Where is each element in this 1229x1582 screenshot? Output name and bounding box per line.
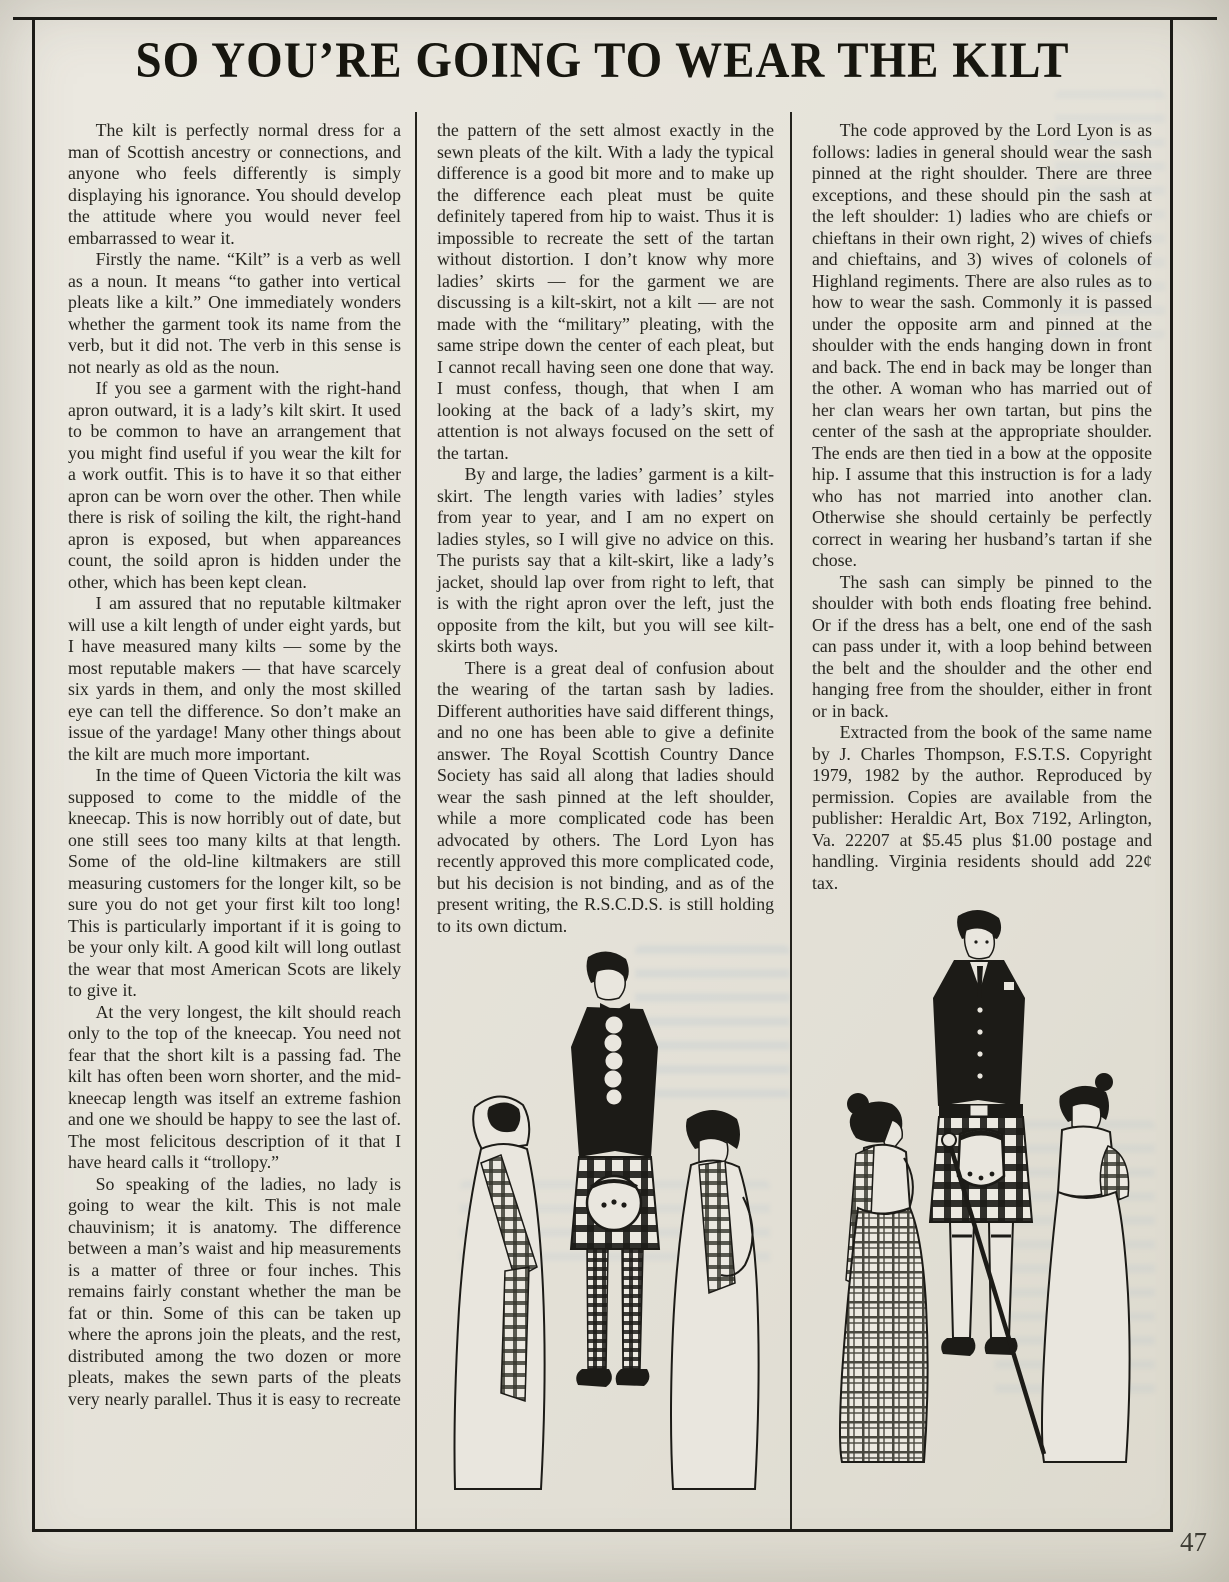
man-evening-kilt — [571, 951, 659, 1387]
body-paragraph: The kilt is perfectly normal dress for a man of Scottish ancestry or connections, and anyone who feels differently is simply displaying his ignorance. You should develop the attitude where you would never feel embarrassed to wear it. — [68, 120, 401, 248]
body-paragraph: Firstly the name. “Kilt” is a verb as well as a noun. It means “to gather into vertical pleats like a kilt.” One immediately wonders whether the garment took its name from the verb, but it did not. The verb in this sense is not nearly as old as the noun. — [68, 249, 401, 377]
body-paragraph: The code approved by the Lord Lyon is as follows: ladies in general should wear the sash pinned at the right shoulder. There are three exceptions, and these should pin the sash at the left shoulder: 1) ladies who are chiefs or chieftans in their own right, 2) wives of chiefs and chieftains, and 3) wives of colonels of Highland regiments. There are also rules as to how to wear the sash. Commonly it is passed under the opposite arm and pinned at the shoulder with the ends hanging down in front and back. The end in back may be longer than the other. A woman who has married out of her clan wears her own tartan, but pins the center of the sash at the appropriate shoulder. The ends are then tied in a bow at the opposite hip. I assume that this instruction is for a lady who has not married into another clan. Otherwise she should certainly be perfectly correct in wearing her husband’s tartan if she chose. — [812, 120, 1152, 570]
body-paragraph: If you see a garment with the right-hand apron outward, it is a lady’s kilt skirt. It used to be common to have an arrangement that you might find useful if you wear the kilt for a work outfit. This is to have it so that either apron can be worn over the other. Then while there is risk of soiling the kilt, the right-hand apron is exposed, but when appareances count, the soild apron is hidden under the other, which has been kept clean. — [68, 378, 401, 592]
article-column-3 — [792, 112, 1170, 1529]
body-paragraph: So speaking of the ladies, no lady is going to wear the kilt. This is not male chauvinism; it is anatomy. The difference between a man’s waist and hip measurements is a matter of three or four inches. This remains fairly constant whether the man be fat or thin. Some of this can be taken up where the aprons join the pleats, and the rest, distributed among the two dozen or more pleats, makes the sewn parts of the pleats very nearly parallel. Thus it is easy to recreate — [68, 1173, 401, 1409]
border-rule-extension — [13, 17, 32, 20]
body-paragraph: By and large, the ladies’ garment is a kilt-skirt. The length varies with ladies’ styles from year to year, and I am no expert on ladies styles, so I will give no advice on this. The purists say that a kilt-skirt, like a lady’s jacket, should lap over from right to left, that is with the right apron over the left, just the opposite from the kilt, but you will see kilt-skirts both ways. — [437, 464, 774, 656]
illustration-evening-kilt-group — [437, 949, 774, 1499]
lady-evening-left — [455, 1096, 545, 1489]
body-paragraph: There is a great deal of confusion about the wearing of the tartan sash by ladies. Different authorities have said different things, and no one has been able to give a definite answer. The Royal Scottish Country Dance Society has said all along that ladies should wear the sash pinned at the left shoulder, while a more complicated code has been advocated by others. The Lord Lyon has recently approved this more complicated code, but his decision is not binding, and as of the present writing, the R.S.C.D.S. is still holding to its own dictum. — [437, 657, 774, 936]
article-column-1 — [35, 112, 417, 1529]
lady-evening-right — [671, 1110, 759, 1489]
article-frame — [32, 17, 1173, 1532]
body-paragraph: In the time of Queen Victoria the kilt was supposed to come to the middle of the kneecap. This is now horribly out of date, but one still sees too many kilts at that length. Some of the old-line kiltmakers are still measuring customers for the longer kilt, so be sure you do not get your first kilt too long! This is particularly important if it is going to be your only kilt. A good kilt will long outlast the wear that most American Scots are likely to give it. — [68, 765, 401, 1000]
illustration-day-kilt-group — [812, 906, 1152, 1471]
page-title: SO YOU’RE GOING TO WEAR THE KILT — [135, 33, 1070, 89]
article-column-2 — [417, 112, 792, 1529]
body-paragraph: the pattern of the sett almost exactly in the sewn pleats of the kilt. With a lady the typical difference is a good bit more and to make up the difference each pleat must be quite definitely tapered from hip to waist. Thus it is impossible to recreate the sett of the tartan without distortion. I don’t know why more ladies’ skirts — for the garment we are discussing is a kilt-skirt, not a kilt — are not made with the “military” pleating, with the same stripe down the center of each pleat, but I cannot recall having seen one done that way. I must confess, though, that when I am looking at the back of a lady’s skirt, my attention is not always focused on the sett of the tartan. — [437, 120, 774, 463]
body-paragraph: Extracted from the book of the same name by J. Charles Thompson, F.S.T.S. Copyright 1979, 1982 by the author. Reproduced by permission. Copies are available from the publisher: Heraldic Art, Box 7192, Arlington, Va. 22207 at $5.45 plus $1.00 postage and handling. Virginia residents should add 22¢ tax. — [812, 722, 1152, 893]
man-day-kilt — [930, 910, 1044, 1454]
body-paragraph: At the very longest, the kilt should reach only to the top of the kneecap. You need not fear that the short kilt is a passing fad. The kilt has often been worn shorter, and the mid-kneecap length was itself an extreme fashion and one we should be happy to see the last of. The most felicitous description of it that I have heard calls it “trollopy.” — [68, 1001, 401, 1172]
body-paragraph: The sash can simply be pinned to the shoulder with both ends floating free behind. Or if the dress has a belt, one end of the sash can pass under it, with a loop behind between the belt and the shoulder and the other end hanging free from the shoulder, either in front or in back. — [812, 571, 1152, 721]
body-paragraph: I am assured that no reputable kiltmaker will use a kilt length of under eight yards, but I have measured many kilts — some by the most reputable makers — that have scarcely six yards in them, and only the most skilled eye can tell the difference. So don’t make an issue of the yardage! Many other things about the kilt are much more important. — [68, 593, 401, 764]
article-columns — [35, 112, 1170, 1529]
page-number: 47 — [1180, 1527, 1207, 1557]
border-rule-extension — [1173, 17, 1217, 20]
lady-day-right — [1042, 1073, 1130, 1462]
lady-day-left — [840, 1093, 928, 1462]
